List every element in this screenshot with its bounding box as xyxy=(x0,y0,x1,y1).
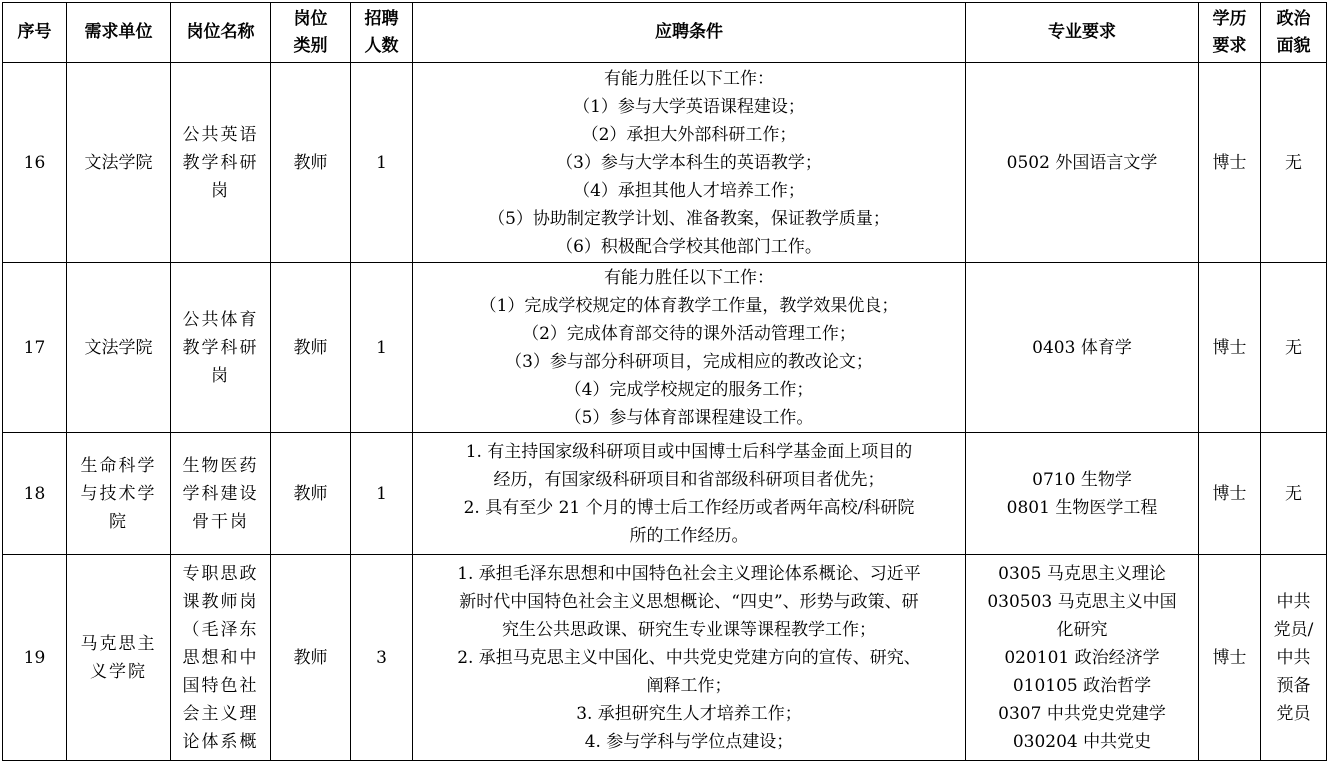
recruitment-table xyxy=(2,2,1327,761)
cell-conditions xyxy=(413,433,966,555)
cell-count: 1 xyxy=(351,433,413,555)
major-line: 化研究 xyxy=(1056,619,1108,640)
cell-major xyxy=(966,433,1199,555)
condition-line: （5）协助制定教学计划、准备教案，保证教学质量； xyxy=(488,208,890,229)
header-education xyxy=(1199,3,1261,63)
cell-unit-text: 生命科学与技术学院 xyxy=(80,455,157,532)
cell-education: 博士 xyxy=(1199,555,1261,761)
cell-category: 教师 xyxy=(271,63,351,263)
header-political-text: 政治面貌 xyxy=(1276,8,1311,56)
cell-position xyxy=(171,433,271,555)
cell-education: 博士 xyxy=(1199,263,1261,433)
table-row xyxy=(3,63,1327,263)
header-position-text: 岗位名称 xyxy=(186,22,255,42)
cell-unit: 文法学院 xyxy=(67,263,171,433)
major-line: 0307 中共党史党建学 xyxy=(998,703,1166,724)
major-line: 0403 体育学 xyxy=(1032,337,1132,358)
cell-political: 无 xyxy=(1261,263,1327,433)
condition-line: 所的工作经历。 xyxy=(629,525,749,546)
condition-line: 4. 参与学科与学位点建设； xyxy=(584,731,794,752)
header-major: 专业要求 xyxy=(966,3,1199,63)
condition-line: （3）参与部分科研项目，完成相应的教改论文； xyxy=(505,351,873,372)
condition-line: 2. 具有至少 21 个月的博士后工作经历或者两年高校/科研院 xyxy=(463,497,915,518)
condition-line: 3. 承担研究生人才培养工作； xyxy=(576,703,802,724)
condition-line: （4）完成学校规定的服务工作； xyxy=(564,379,814,400)
cell-position-text: 公共体育教学科研岗 xyxy=(182,309,259,386)
header-political xyxy=(1261,3,1327,63)
cell-political: 无 xyxy=(1261,433,1327,555)
cell-position-text: 专职思政课教师岗（毛泽东思想和中国特色社会主义理论体系概 xyxy=(182,563,259,752)
major-line: 010105 政治哲学 xyxy=(1012,675,1152,696)
condition-line: 有能力胜任以下工作： xyxy=(604,267,774,288)
cell-unit xyxy=(67,433,171,555)
condition-line: 阐释工作； xyxy=(646,675,732,696)
cell-major xyxy=(966,555,1199,761)
major-line: 0502 外国语言文学 xyxy=(1006,152,1158,173)
cell-conditions xyxy=(413,555,966,761)
header-count-text: 招聘人数 xyxy=(364,8,399,56)
condition-line: （2）承担大外部科研工作； xyxy=(581,124,797,145)
cell-category: 教师 xyxy=(271,555,351,761)
cell-seq: 18 xyxy=(3,433,67,555)
cell-seq: 17 xyxy=(3,263,67,433)
condition-line: （4）承担其他人才培养工作； xyxy=(573,180,805,201)
condition-line: 1. 承担毛泽东思想和中国特色社会主义理论体系概论、习近平 xyxy=(457,563,921,584)
header-row xyxy=(3,3,1327,63)
condition-line: 有能力胜任以下工作： xyxy=(604,68,774,89)
header-seq: 序号 xyxy=(3,3,67,63)
cell-count: 1 xyxy=(351,263,413,433)
cell-count: 1 xyxy=(351,63,413,263)
condition-line: （6）积极配合学校其他部门工作。 xyxy=(556,236,822,257)
condition-line: （2）完成体育部交待的课外活动管理工作； xyxy=(522,323,856,344)
cell-position xyxy=(171,555,271,761)
cell-seq: 19 xyxy=(3,555,67,761)
major-line: 030503 马克思主义中国 xyxy=(987,591,1177,612)
cell-political-text: 中共党员/中共预备党员 xyxy=(1273,591,1314,724)
cell-unit xyxy=(67,555,171,761)
cell-conditions xyxy=(413,263,966,433)
cell-count: 3 xyxy=(351,555,413,761)
cell-education: 博士 xyxy=(1199,63,1261,263)
cell-position-text: 公共英语教学科研岗 xyxy=(182,124,259,201)
header-category xyxy=(271,3,351,63)
table-row xyxy=(3,433,1327,555)
cell-major xyxy=(966,263,1199,433)
header-position xyxy=(171,3,271,63)
major-line: 0710 生物学 xyxy=(1032,469,1132,490)
condition-line: 2. 承担马克思主义中国化、中共党史党建方向的宣传、研究、 xyxy=(457,647,921,668)
cell-conditions xyxy=(413,63,966,263)
header-education-text: 学历要求 xyxy=(1212,8,1247,56)
cell-position-text: 生物医药学科建设骨干岗 xyxy=(182,455,259,532)
cell-major xyxy=(966,63,1199,263)
cell-unit: 文法学院 xyxy=(67,63,171,263)
major-line: 0305 马克思主义理论 xyxy=(998,563,1166,584)
condition-line: 究生公共思政课、研究生专业课等课程教学工作； xyxy=(502,619,876,640)
cell-unit-text: 马克思主义学院 xyxy=(80,633,157,682)
header-unit: 需求单位 xyxy=(67,3,171,63)
major-line: 030204 中共党史 xyxy=(1012,731,1152,752)
table-row xyxy=(3,555,1327,761)
condition-line: （3）参与大学本科生的英语教学； xyxy=(556,152,822,173)
condition-line: 经历，有国家级科研项目和省部级科研项目者优先； xyxy=(493,469,885,490)
cell-seq: 16 xyxy=(3,63,67,263)
condition-line: （1）参与大学英语课程建设； xyxy=(573,96,805,117)
cell-political xyxy=(1261,555,1327,761)
header-count xyxy=(351,3,413,63)
cell-political: 无 xyxy=(1261,63,1327,263)
table-row xyxy=(3,263,1327,433)
condition-line: （1）完成学校规定的体育教学工作量，教学效果优良； xyxy=(479,295,899,316)
condition-line: （5）参与体育部课程建设工作。 xyxy=(564,407,814,428)
cell-category: 教师 xyxy=(271,433,351,555)
major-line: 0801 生物医学工程 xyxy=(1006,497,1158,518)
major-line: 020101 政治经济学 xyxy=(1004,647,1160,668)
cell-category: 教师 xyxy=(271,263,351,433)
cell-position xyxy=(171,263,271,433)
cell-education: 博士 xyxy=(1199,433,1261,555)
condition-line: 1. 有主持国家级科研项目或中国博士后科学基金面上项目的 xyxy=(465,441,913,462)
cell-position xyxy=(171,63,271,263)
header-category-text: 岗位类别 xyxy=(293,8,328,56)
header-conditions: 应聘条件 xyxy=(413,3,966,63)
condition-line: 新时代中国特色社会主义思想概论、“四史”、形势与政策、研 xyxy=(459,591,919,612)
